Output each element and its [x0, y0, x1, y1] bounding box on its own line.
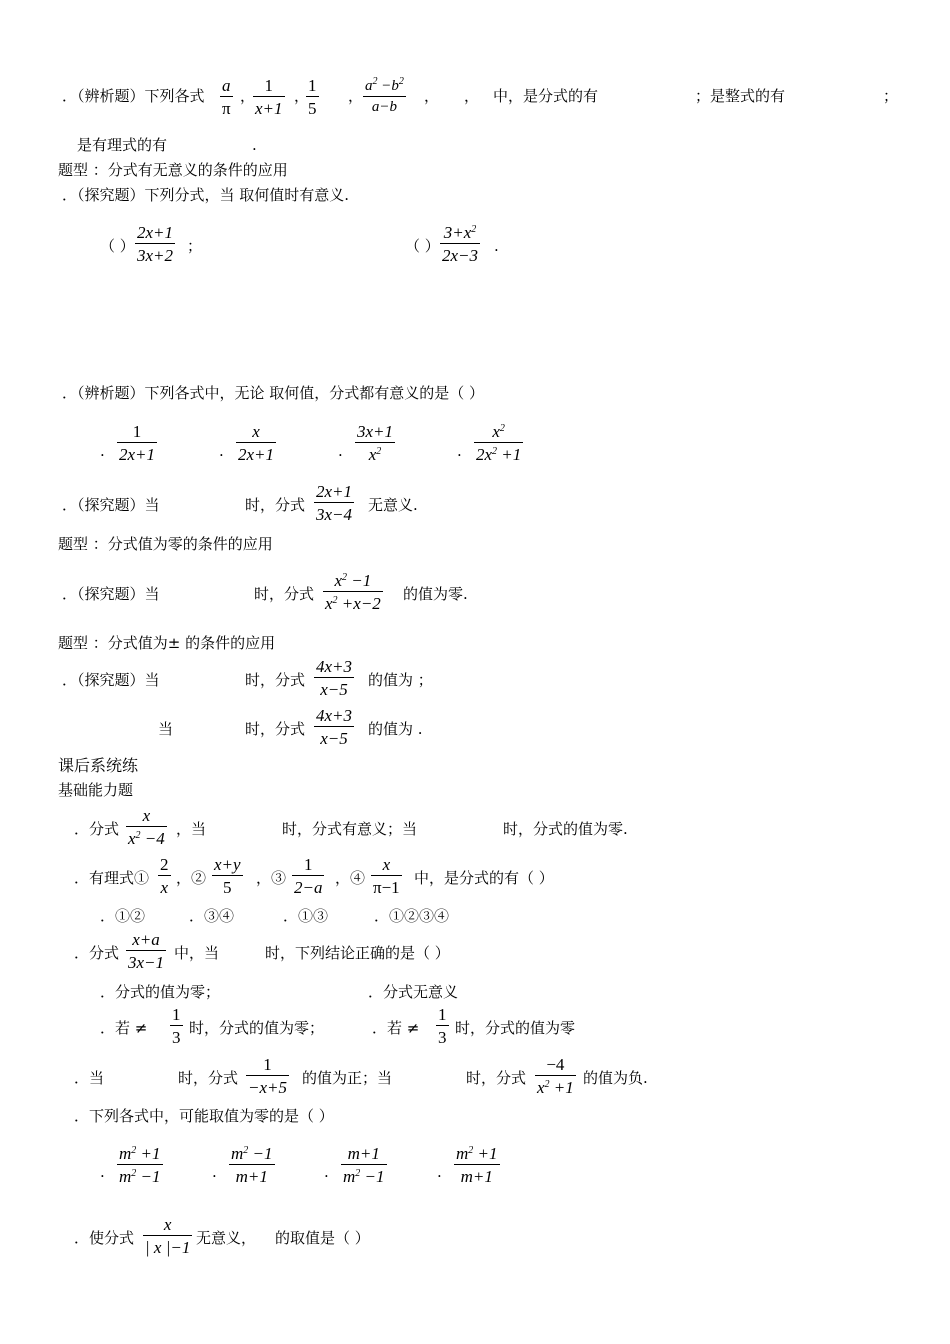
q1-fraction-3: 1 5	[308, 76, 317, 118]
section-heading: 题型 ：分式值为零的条件的应用	[58, 535, 273, 553]
q5-text: ．（探究题）当	[62, 585, 160, 603]
q3-option-d-fraction: $x^2$ $2x^2 +1$	[476, 422, 522, 464]
option-label: .	[437, 1163, 442, 1181]
option-label: .	[219, 442, 224, 460]
e2-option-b: ．③④	[189, 907, 235, 925]
e3-option-d: ．若 ≠	[372, 1019, 420, 1037]
q1-fraction-1: a π	[222, 76, 231, 118]
q6-text: ．（探究题）当	[62, 671, 160, 689]
e3-option-b: ．分式无意义	[368, 983, 459, 1001]
q1-comma: ，	[348, 87, 364, 105]
option-label: .	[338, 442, 343, 460]
q2-stem: ．（探究题）下列分式，当 取何值时有意义.	[62, 186, 350, 204]
q2-paren: （ ）	[100, 237, 135, 255]
e2-option-c: ．①③	[283, 907, 329, 925]
q6-text: 当	[158, 720, 174, 738]
e6-text: 无意义，	[196, 1229, 257, 1247]
q1-prefix: ．（辨析题）下列各式	[62, 87, 205, 105]
e3-text: ．分式	[74, 944, 120, 962]
q1-comma: ，	[424, 87, 440, 105]
e2-text: ．有理式①	[74, 869, 150, 887]
e2-text: ，③	[256, 869, 287, 887]
e4-text: 时，分式	[178, 1069, 239, 1087]
q1-text: ；是整式的有	[695, 87, 786, 105]
e3-option-c-fraction: 1 3	[172, 1005, 181, 1047]
e4-fraction-1: 1 −x+5	[248, 1055, 287, 1097]
e3-option-d-text: 时，分式的值为零	[455, 1019, 576, 1037]
e6-text: 的取值是（ ）	[275, 1229, 370, 1247]
option-label: .	[212, 1163, 217, 1181]
e2-option-a: ．①②	[100, 907, 146, 925]
q6-fraction-1: 4x+3 x−5	[316, 657, 353, 699]
q1-fraction-2: 1 x+1	[255, 76, 283, 118]
e4-text: 的值为负.	[583, 1069, 648, 1087]
q2-fraction-1: 2x+1 3x+2	[137, 223, 174, 265]
q2-paren: （ ）	[405, 237, 440, 255]
e3-option-c-text: 时，分式的值为零；	[189, 1019, 325, 1037]
q1-comma: ，	[294, 87, 310, 105]
e3-fraction: x+a 3x−1	[128, 930, 165, 972]
e1-text: 时，分式有意义；当	[282, 820, 418, 838]
e2-fraction-3: 1 2−a	[294, 855, 323, 897]
e6-fraction: x | x |−1	[145, 1215, 191, 1257]
e3-option-c: ．若 ≠	[100, 1019, 148, 1037]
e1-text: ．分式	[74, 820, 120, 838]
q1-text: ；	[883, 87, 899, 105]
e5-option-d-fraction: $m^2 +1$ m+1	[456, 1144, 498, 1186]
q4-fraction: 2x+1 3x−4	[316, 482, 353, 524]
q1-text: 是有理式的有	[77, 136, 168, 154]
q1-comma: ，	[464, 87, 480, 105]
option-label: .	[324, 1163, 329, 1181]
option-label: .	[100, 1163, 105, 1181]
e2-text: ，④	[335, 869, 366, 887]
e1-fraction: x $x^2 -4$	[128, 806, 165, 848]
section-heading: 题型 ：分式有无意义的条件的应用	[58, 161, 288, 179]
q5-text: 时，分式	[254, 585, 315, 603]
q4-text: 时，分式	[245, 496, 306, 514]
e4-text: ．当	[74, 1069, 105, 1087]
q1-text: 中，是分式的有	[493, 87, 599, 105]
q3-option-b-fraction: x 2x+1	[238, 422, 275, 464]
q1-fraction-4: $a^2 -b^2$ a−b	[365, 76, 404, 115]
q1-comma: ，	[240, 87, 256, 105]
e1-text: 时，分式的值为零.	[503, 820, 628, 838]
e5-option-c-fraction: m+1 $m^2 -1$	[343, 1144, 385, 1186]
q2-text: .	[494, 237, 499, 255]
section-heading: 题型 ：分式值为± 的条件的应用	[58, 634, 276, 652]
e3-option-a: ．分式的值为零；	[100, 983, 221, 1001]
option-label: .	[100, 442, 105, 460]
e2-text: 中，是分式的有（ ）	[414, 869, 554, 887]
e3-text: 中，当	[174, 944, 220, 962]
e4-fraction-2: −4 $x^2 +1$	[537, 1055, 574, 1097]
e3-option-d-fraction: 1 3	[438, 1005, 447, 1047]
q6-fraction-2: 4x+3 x−5	[316, 706, 353, 748]
e2-text: ，②	[176, 869, 207, 887]
q3-option-a-fraction: 1 2x+1	[119, 422, 156, 464]
e2-fraction-1: 2 x	[160, 855, 169, 897]
q6-text: 的值为 .	[368, 720, 423, 738]
q4-text: ．（探究题）当	[62, 496, 160, 514]
e3-text: 时，下列结论正确的是（ ）	[265, 944, 450, 962]
q1-text: .	[252, 136, 257, 154]
e5-option-b-fraction: $m^2 -1$ m+1	[231, 1144, 273, 1186]
q6-text: 时，分式	[245, 720, 306, 738]
q6-text: 的值为 ；	[368, 671, 433, 689]
section-title: 课后系统练	[58, 756, 139, 775]
e4-text: 时，分式	[466, 1069, 527, 1087]
q2-fraction-2: $3+x^2$ 2x−3	[442, 223, 479, 265]
q3-option-c-fraction: 3x+1 $x^2$	[357, 422, 394, 464]
e1-text: ，当	[176, 820, 207, 838]
q3-stem: ．（辨析题）下列各式中，无论 取何值，分式都有意义的是（ ）	[62, 384, 485, 402]
e2-option-d: ．①②③④	[374, 907, 450, 925]
e6-text: ．使分式	[74, 1229, 135, 1247]
option-label: .	[457, 442, 462, 460]
subsection-title: 基础能力题	[58, 781, 134, 799]
q4-text: 无意义.	[368, 496, 418, 514]
e2-fraction-2: x+y 5	[214, 855, 241, 897]
q6-text: 时，分式	[245, 671, 306, 689]
e4-text: 的值为正；当	[302, 1069, 393, 1087]
e2-fraction-4: x π−1	[373, 855, 400, 897]
e5-stem: ．下列各式中，可能取值为零的是（ ）	[74, 1107, 334, 1125]
q5-text: 的值为零.	[403, 585, 468, 603]
e5-option-a-fraction: $m^2 +1$ $m^2 -1$	[119, 1144, 161, 1186]
q2-text: ；	[187, 237, 203, 255]
q5-fraction: $x^2 -1$ $x^2 +x-2$	[325, 571, 381, 613]
